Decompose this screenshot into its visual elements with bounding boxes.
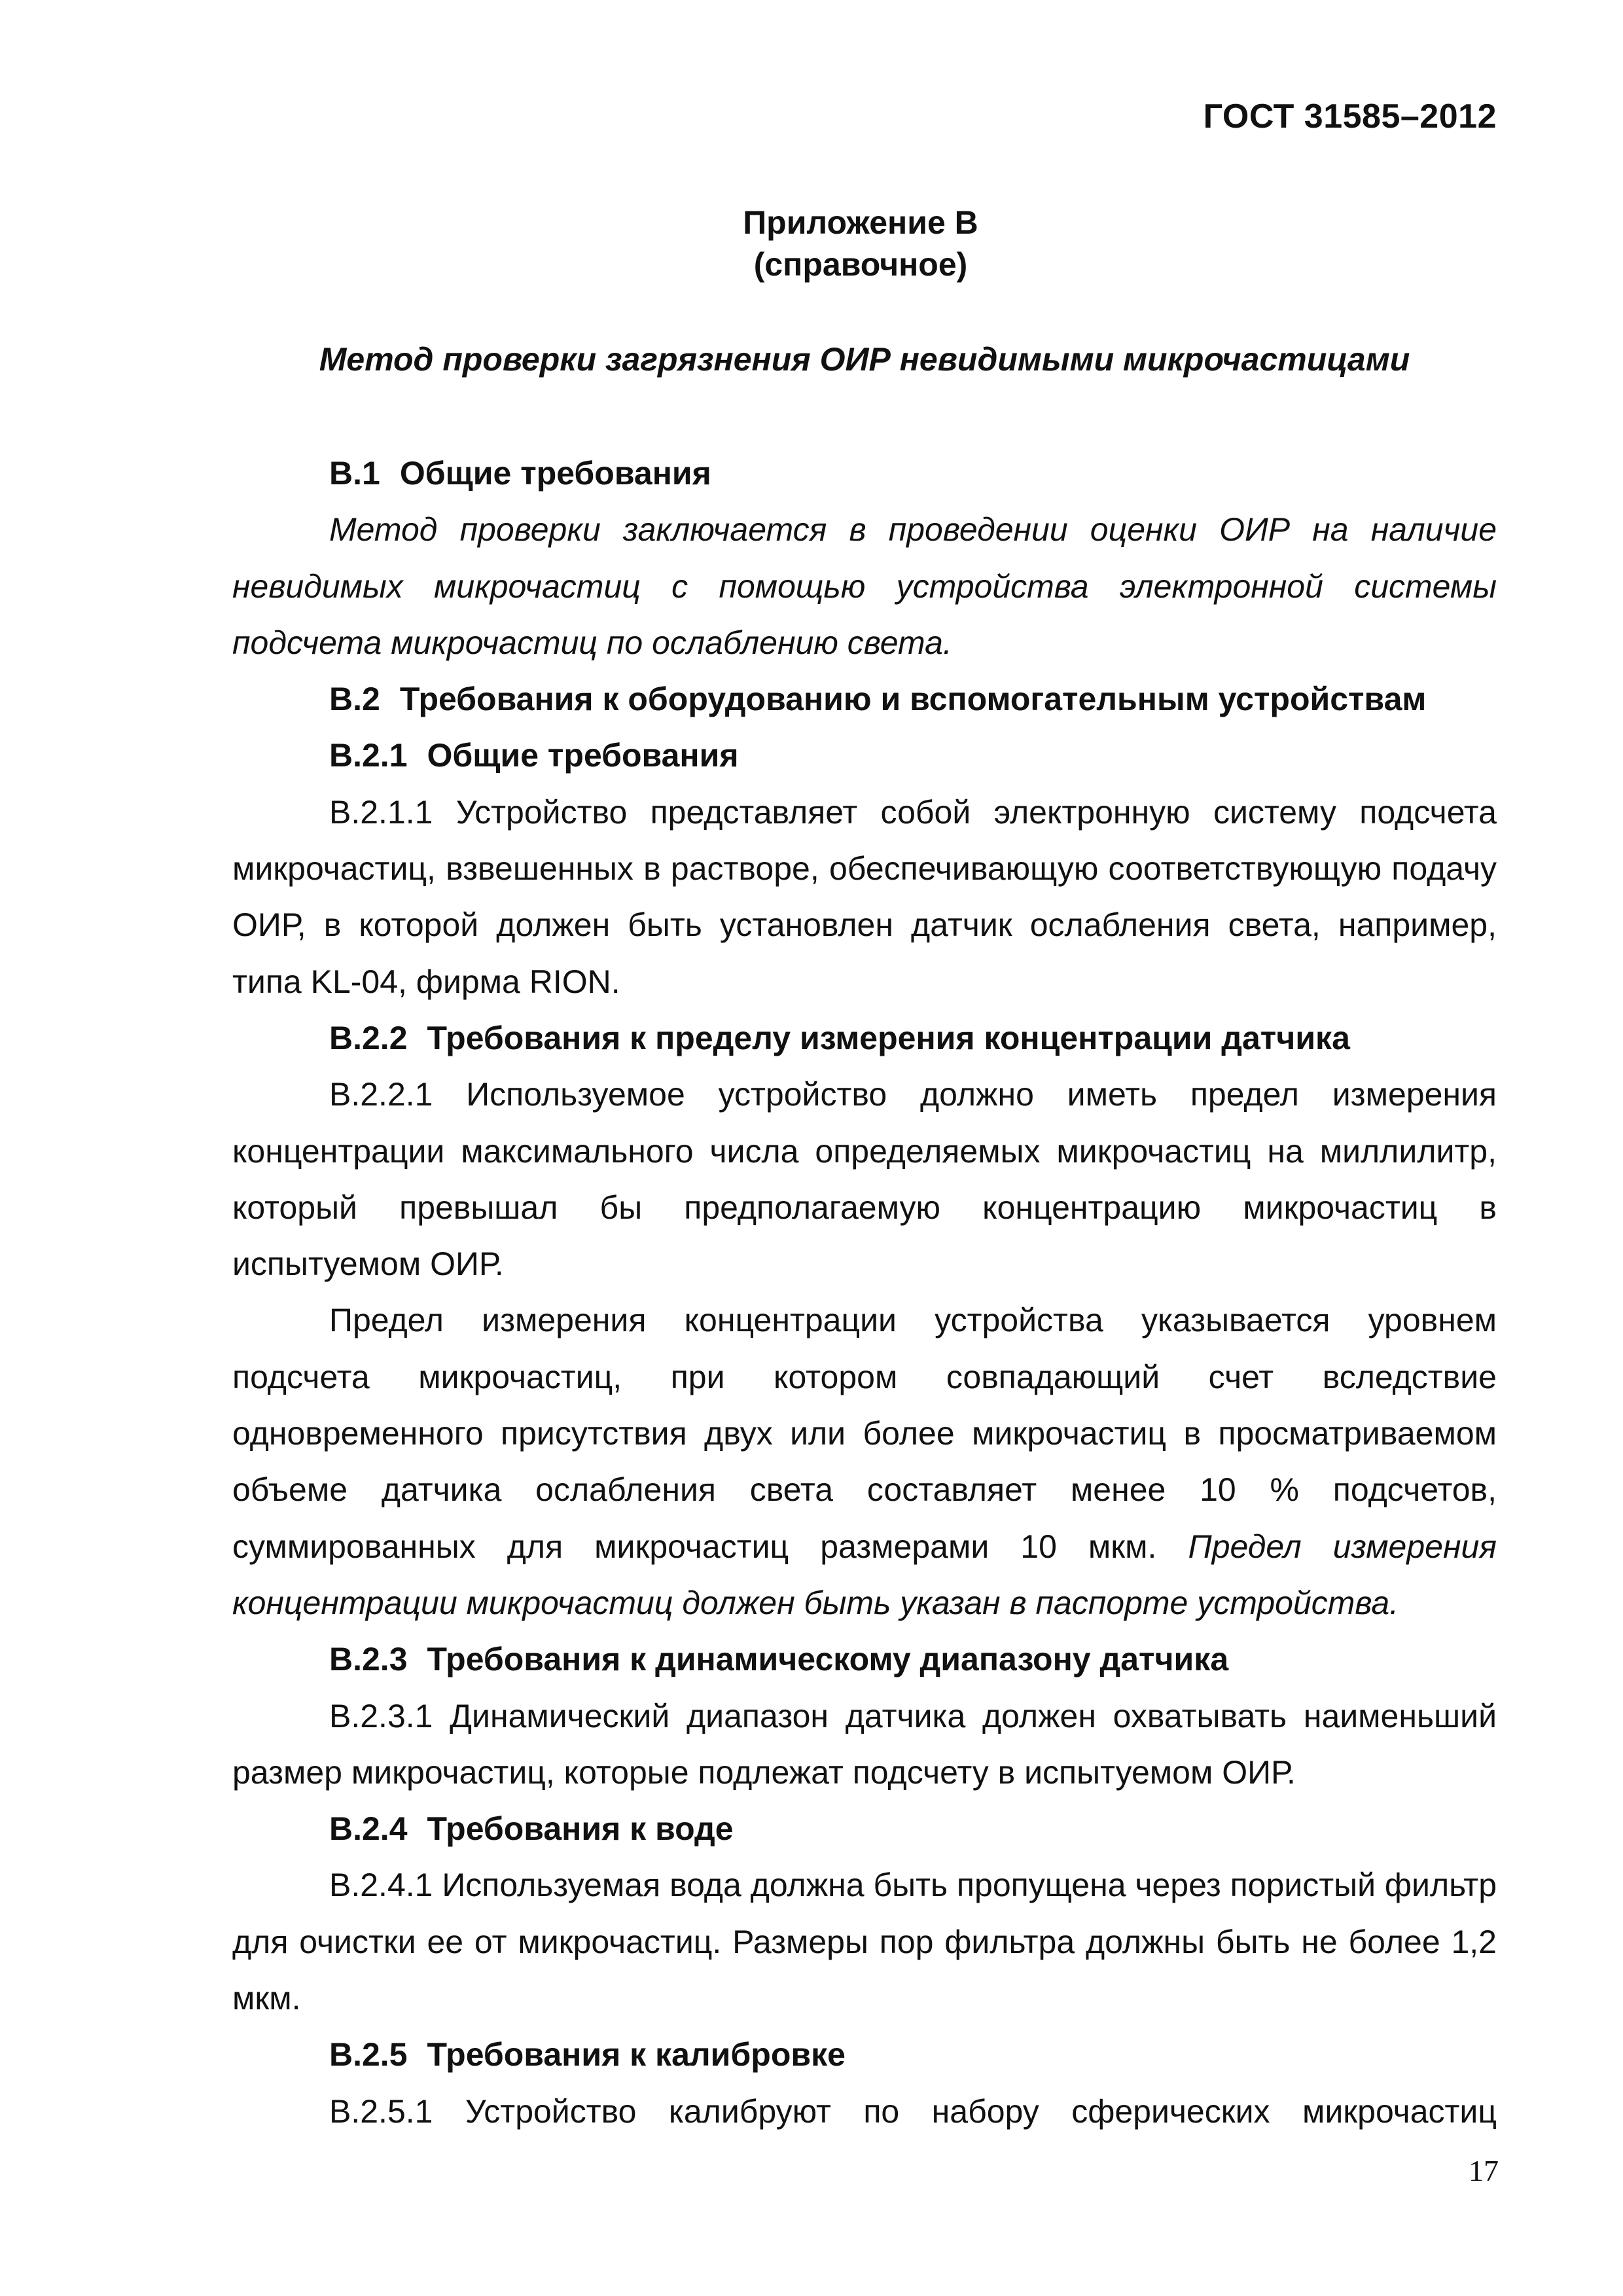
section-title: Требования к динамическому диапазону датчика [427,1641,1229,1678]
document-body [232,445,1497,2140]
section-heading-b22 [232,1010,1497,1066]
section-text-b21: В.2.1.1 Устройство представляет собой электронную систему подсчета микрочастиц, взвешенных в растворе, обеспечивающую соответствующую подачу ОИР, в которой должен быть установлен датчик ослабления света, например, типа KL-04, фирма RION. [232,793,1497,1000]
section-heading-b21 [232,727,1497,783]
section-heading-b2 [232,671,1497,727]
section-heading-b24 [232,1801,1497,1857]
section-text-b24: В.2.4.1 Используемая вода должна быть пропущена через пористый фильтр для очистки ее от микрочастиц. Размеры пор фильтра должны быть не более 1,2 мкм. [232,1867,1497,2017]
section-text-b1: Метод проверки заключается в проведении оценки ОИР на наличие невидимых микрочастиц с помощью устройства электронной системы подсчета микрочастиц по ослаблению света. [232,511,1497,661]
section-title: Требования к оборудованию и вспомогательным устройствам [399,681,1427,718]
section-heading-b25 [232,2026,1497,2083]
section-number: В.2.4 [329,1810,408,1848]
paragraph-italic-note: Предел измерения концентрации микрочастиц должен быть указан в паспорте устройства. [232,1528,1497,1621]
section-title: Требования к калибровке [427,2036,846,2073]
page-number: 17 [1469,2154,1499,2187]
appendix-type: (справочное) [753,246,968,283]
section-title: Общие требования [399,455,711,492]
section-number: В.2.5 [329,2036,408,2073]
section-number: В.2.3 [329,1641,408,1678]
section-number: В.2 [329,681,380,718]
section-title: Общие требования [427,737,739,774]
appendix-heading [0,202,1623,285]
section-title: Требования к воде [427,1810,734,1848]
method-title: Метод проверки загрязнения ОИР невидимыми микрочастицами [319,341,1410,378]
section-text-b23: В.2.3.1 Динамический диапазон датчика должен охватывать наименьший размер микрочастиц, которые подлежат подсчету в испытуемом ОИР. [232,1697,1497,1791]
section-text-b22-2 [232,1292,1497,1631]
section-number: В.2.1 [329,737,408,774]
section-heading-b23 [232,1631,1497,1687]
section-number: В.2.2 [329,1019,408,1056]
section-title: Требования к пределу измерения концентрации датчика [427,1019,1350,1056]
section-text-b22-1: В.2.2.1 Используемое устройство должно иметь предел измерения концентрации максимального числа определяемых микрочастиц на миллилитр, который превышал бы предполагаемую концентрацию микрочастиц в испытуемом ОИР. [232,1076,1497,1283]
section-heading-b1 [232,445,1497,501]
section-text-b25: В.2.5.1 Устройство калибруют по набору сферических микрочастиц [329,2092,1497,2130]
paragraph-regular: Предел измерения концентрации устройства указывается уровнем подсчета микрочастиц, при котором совпадающий счет вследствие одновременного присутствия двух или более микрочастиц в просматриваемом объеме датчика ослабления света составляет менее 10 % подсчетов, суммированных для микрочастиц размерами 10 мкм. [232,1302,1497,1565]
section-number: В.1 [329,455,380,492]
appendix-label: Приложение В [743,204,978,241]
standard-id: ГОСТ 31585–2012 [1203,98,1497,135]
